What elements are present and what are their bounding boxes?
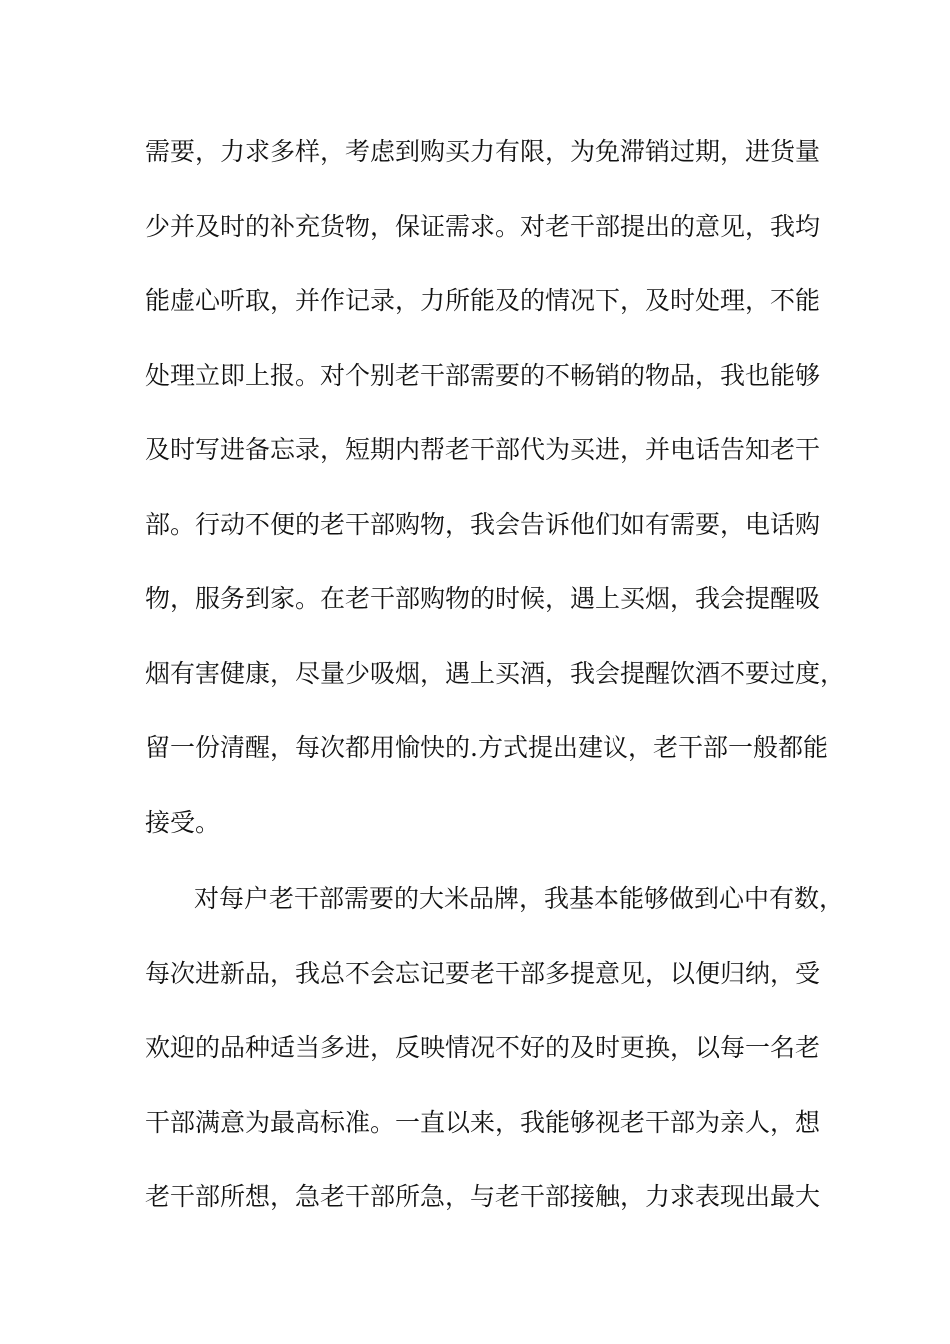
paragraph-1-line-2: 少并及时的补充货物，保证需求。对老干部提出的意见，我均	[145, 211, 821, 241]
paragraph-2-line-3: 欢迎的品种适当多进，反映情况不好的及时更换，以每一名老	[145, 1033, 821, 1062]
paragraph-1-line-1: 需要，力求多样，考虑到购买力有限，为免滞销过期，进货量	[145, 137, 821, 166]
paragraph-1-line-7: 物，服务到家。在老干部购物的时候，遇上买烟，我会提醒吸	[145, 584, 821, 613]
paragraph-2-line-2: 每次进新品，我总不会忘记要老干部多提意见，以便归纳，受	[145, 958, 821, 988]
paragraph-1-line-9: 留一份清醒，每次都用愉快的.方式提出建议，老干部一般都能	[145, 733, 828, 762]
paragraph-1	[145, 133, 846, 878]
paragraph-1-line-4: 处理立即上报。对个别老干部需要的不畅销的物品，我也能够	[145, 360, 821, 390]
paragraph-2-line-1: 对每户老干部需要的大米品牌，我基本能够做到心中有数，	[194, 884, 845, 913]
paragraph-1-line-3: 能虚心听取，并作记录，力所能及的情况下，及时处理，不能	[145, 286, 821, 315]
paragraph-2-line-5: 老干部所想，急老干部所急，与老干部接触，力求表现出最大	[145, 1182, 821, 1211]
paragraph-1-line-6: 部。行动不便的老干部购物，我会告诉他们如有需要，电话购	[145, 509, 821, 539]
paragraph-2-line-4: 干部满意为最高标准。一直以来，我能够视老干部为亲人，想	[145, 1107, 821, 1137]
paragraph-2	[145, 880, 845, 1253]
paragraph-1-line-8: 烟有害健康，尽量少吸烟，遇上买酒，我会提醒饮酒不要过度，	[145, 658, 846, 688]
paragraph-1-line-5: 及时写进备忘录，短期内帮老干部代为买进，并电话告知老干	[145, 435, 821, 464]
paragraph-1-line-10: 接受。	[145, 807, 221, 837]
